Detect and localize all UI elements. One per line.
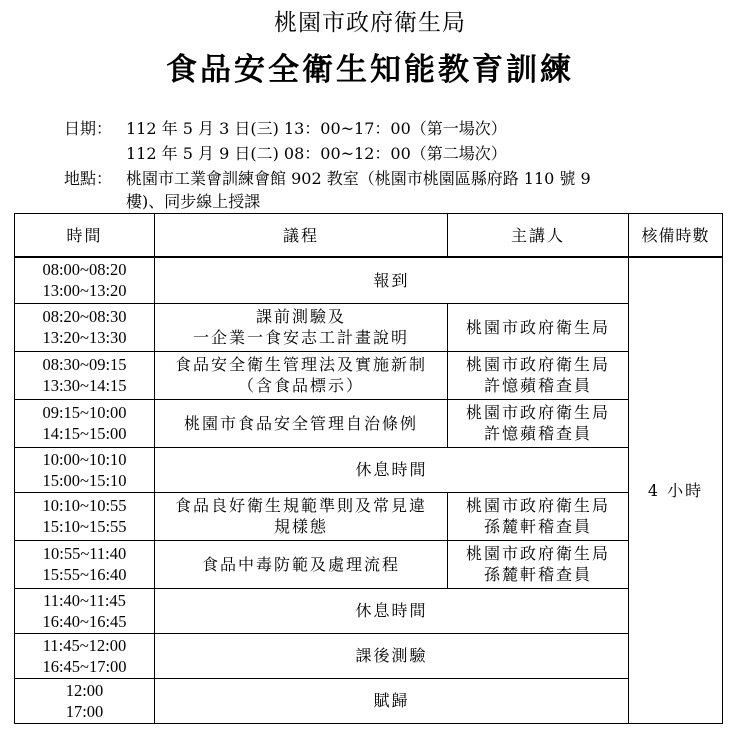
table-row (15, 492, 723, 540)
place-address-cont: 樓)、同步線上授課 (126, 192, 261, 211)
date-line-2 (64, 143, 507, 165)
time-cell: 08:20~08:30 13:20~13:30 (15, 303, 155, 351)
page-title: 桃園市政府衛生局 (274, 10, 466, 36)
date-session-2: 112 年 5 月 9 日(二) 08：00~12：00（第二場次） (126, 144, 507, 163)
speaker-cell: 桃園市政府衛生局 許憶蘋稽查員 (448, 399, 629, 447)
speaker-cell: 桃園市政府衛生局 (448, 303, 629, 351)
table-row (15, 257, 723, 303)
date-session-1: 112 年 5 月 3 日(三) 13：00~17：00（第一場次） (126, 119, 507, 138)
table-row (15, 588, 723, 633)
speaker-cell: 桃園市政府衛生局 孫麓軒稽查員 (448, 492, 629, 540)
date-line-1 (64, 118, 507, 140)
agenda-cell: 食品中毒防範及處理流程 (155, 540, 448, 588)
header-speaker: 主講人 (448, 214, 629, 258)
schedule-table (14, 213, 723, 724)
time-cell: 08:00~08:20 13:00~13:20 (15, 257, 155, 303)
table-row (15, 633, 723, 678)
speaker-cell: 桃園市政府衛生局 許憶蘋稽查員 (448, 351, 629, 399)
agenda-cell: 休息時間 (155, 588, 629, 633)
course-title: 食品安全衛生知能教育訓練 (166, 52, 574, 88)
agenda-cell: 食品安全衛生管理法及實施新制 （含食品標示） (155, 351, 448, 399)
table-header-row (15, 214, 723, 258)
place-address: 桃園市工業會訓練會館 902 教室（桃園市桃園區縣府路 110 號 9 (126, 169, 591, 188)
table-row (15, 399, 723, 447)
place-label: 地點： (64, 169, 113, 188)
table-row (15, 540, 723, 588)
time-cell: 12:00 17:00 (15, 678, 155, 723)
table-row (15, 678, 723, 723)
time-cell: 10:55~11:40 15:55~16:40 (15, 540, 155, 588)
time-cell: 08:30~09:15 13:30~14:15 (15, 351, 155, 399)
agenda-cell: 休息時間 (155, 447, 629, 492)
agenda-cell: 桃園市食品安全管理自治條例 (155, 399, 448, 447)
speaker-cell: 桃園市政府衛生局 孫麓軒稽查員 (448, 540, 629, 588)
agenda-cell: 賦歸 (155, 678, 629, 723)
place-line-2 (64, 191, 260, 213)
agenda-cell: 課後測驗 (155, 633, 629, 678)
agenda-cell: 課前測驗及 一企業一食安志工計畫說明 (155, 303, 448, 351)
agenda-cell: 報到 (155, 257, 629, 303)
table-row (15, 303, 723, 351)
hours-cell: 4 小時 (629, 257, 723, 723)
time-cell: 11:40~11:45 16:40~16:45 (15, 588, 155, 633)
agenda-cell: 食品良好衛生規範準則及常見違 規樣態 (155, 492, 448, 540)
header-hours: 核備時數 (629, 214, 723, 258)
time-cell: 10:10~10:55 15:10~15:55 (15, 492, 155, 540)
place-line-1 (64, 168, 591, 190)
time-cell: 11:45~12:00 16:45~17:00 (15, 633, 155, 678)
date-label: 日期： (64, 119, 113, 138)
header-time: 時間 (15, 214, 155, 258)
time-cell: 10:00~10:10 15:00~15:10 (15, 447, 155, 492)
time-cell: 09:15~10:00 14:15~15:00 (15, 399, 155, 447)
header-agenda: 議程 (155, 214, 448, 258)
table-row (15, 351, 723, 399)
table-row (15, 447, 723, 492)
